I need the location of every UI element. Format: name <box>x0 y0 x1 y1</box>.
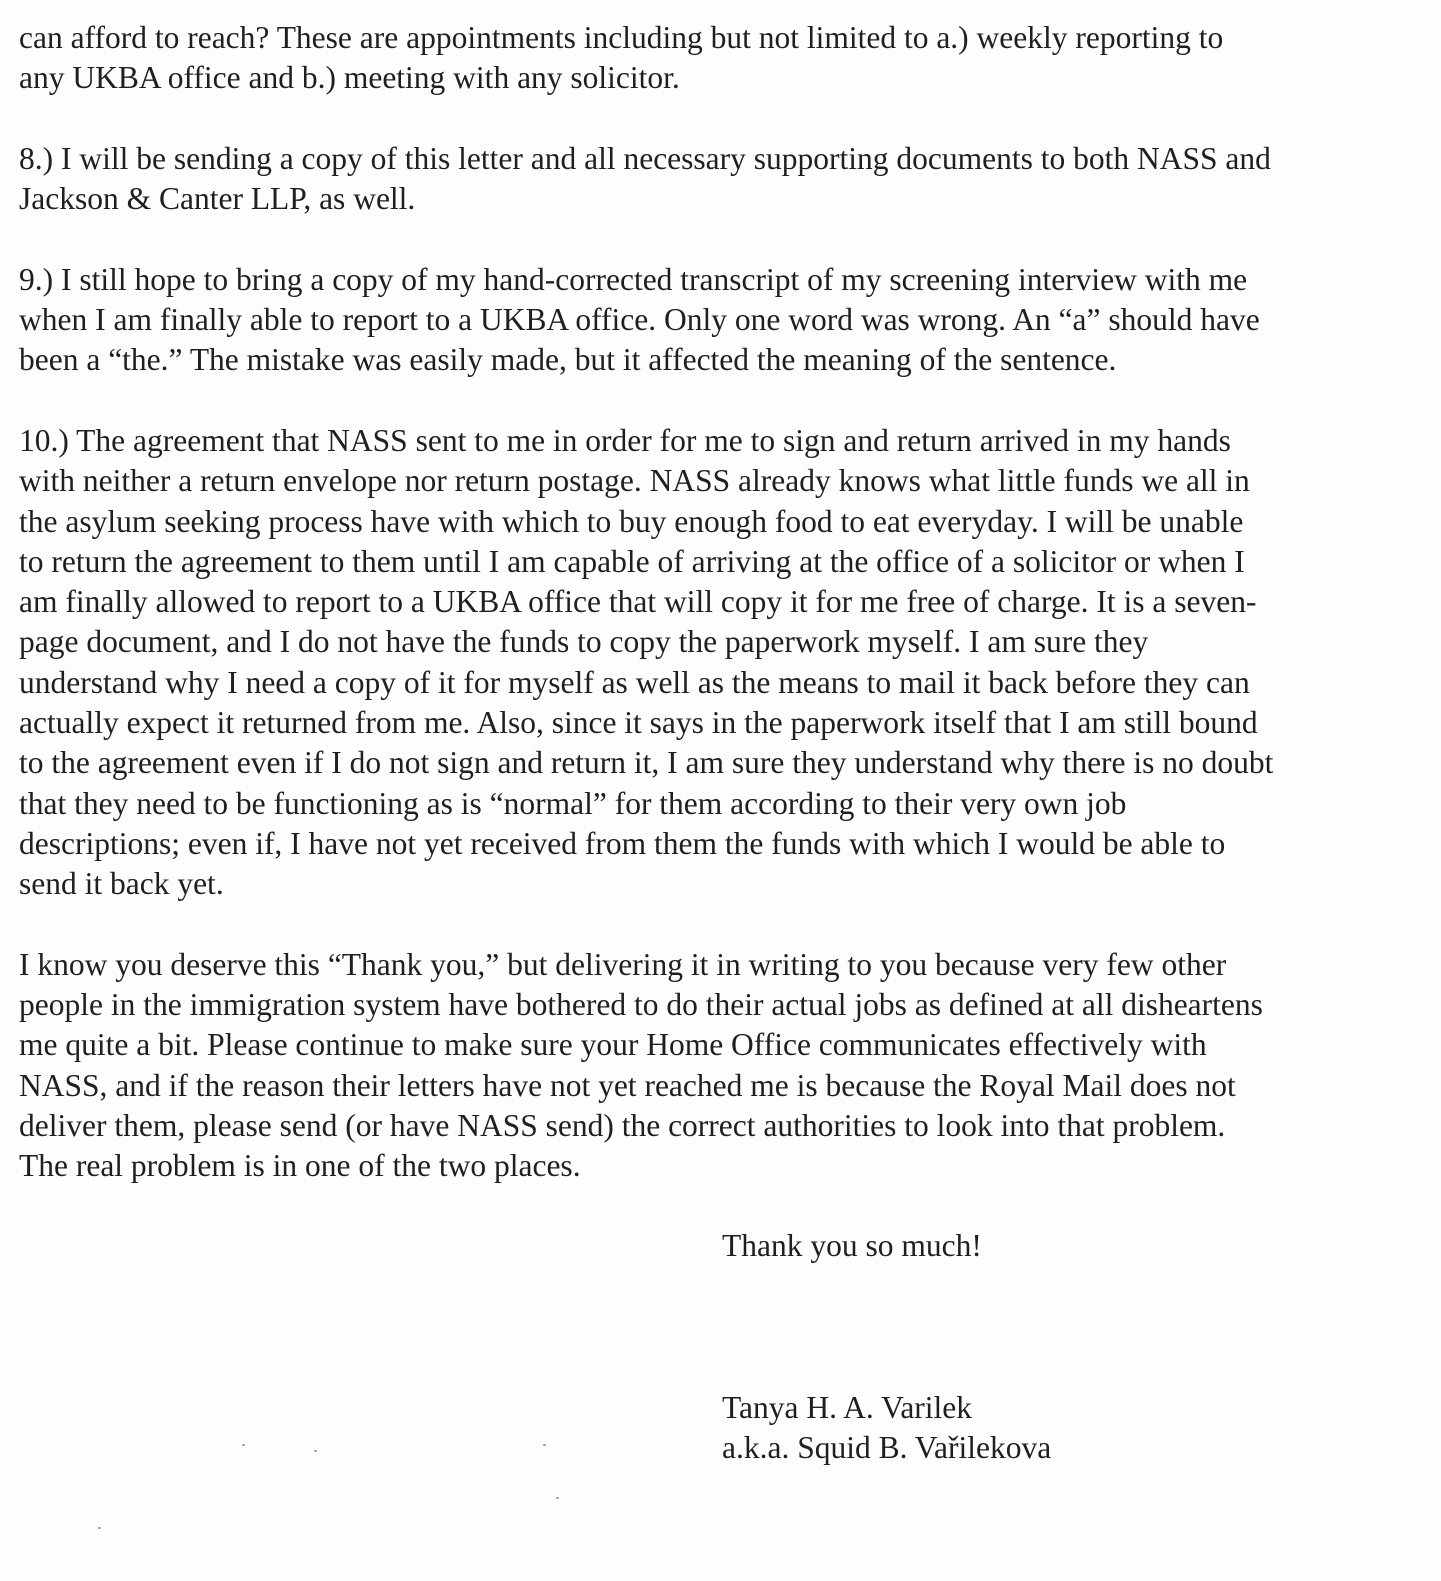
signature-block <box>722 1388 1051 1468</box>
letter-line: page document, and I do not have the funds to copy the paperwork myself. I am sure they <box>19 624 1149 660</box>
letter-line: The real problem is in one of the two places. <box>19 1148 581 1184</box>
signature-alias: a.k.a. Squid B. Vařilekova <box>722 1430 1052 1465</box>
letter-line: deliver them, please send (or have NASS send) the correct authorities to look into that problem. <box>19 1108 1226 1144</box>
letter-line: Jackson & Canter LLP, as well. <box>19 181 416 217</box>
letter-line: 10.) The agreement that NASS sent to me in order for me to sign and return arrived in my hands <box>19 422 1231 458</box>
letter-line: descriptions; even if, I have not yet received from them the funds with which I would be able to <box>19 825 1226 861</box>
scan-speck <box>242 1444 245 1446</box>
letter-line: understand why I need a copy of it for myself as well as the means to mail it back before they can <box>19 664 1250 700</box>
letter-line: that they need to be functioning as is “normal” for them according to their very own job <box>19 785 1127 821</box>
letter-line: NASS, and if the reason their letters have not yet reached me is because the Royal Mail does not <box>19 1067 1236 1103</box>
letter-line: with neither a return envelope nor return postage. NASS already knows what little funds we all in <box>19 463 1250 499</box>
letter-line: 8.) I will be sending a copy of this letter and all necessary supporting documents to both NASS and <box>19 140 1271 176</box>
closing-line: Thank you so much! <box>722 1228 982 1263</box>
letter-body <box>19 18 1401 1187</box>
scan-speck <box>543 1444 546 1446</box>
letter-line: people in the immigration system have bothered to do their actual jobs as defined at all disheartens <box>19 987 1263 1023</box>
letter-line: me quite a bit. Please continue to make sure your Home Office communicates effectively with <box>19 1027 1207 1063</box>
scan-speck <box>556 1497 559 1499</box>
letter-paragraph <box>19 945 1401 1187</box>
letter-paragraph <box>19 18 1401 99</box>
letter-line: send it back yet. <box>19 866 224 902</box>
scan-speck <box>314 1450 317 1452</box>
letter-line: can afford to reach? These are appointments including but not limited to a.) weekly reporting to <box>19 20 1224 55</box>
letter-line: to return the agreement to them until I am capable of arriving at the office of a solicitor or when I <box>19 543 1245 579</box>
letter-line: to the agreement even if I do not sign and return it, I am sure they understand why there is no doubt <box>19 745 1274 781</box>
letter-line: am finally allowed to report to a UKBA office that will copy it for me free of charge. It is a seven- <box>19 584 1257 620</box>
letter-paragraph <box>19 260 1401 381</box>
letter-line: I know you deserve this “Thank you,” but delivering it in writing to you because very few other <box>19 946 1227 982</box>
letter-line: actually expect it returned from me. Also, since it says in the paperwork itself that I am still bound <box>19 705 1258 741</box>
letter-paragraph <box>19 421 1401 905</box>
letter-paragraph <box>19 139 1401 220</box>
signature-name: Tanya H. A. Varilek <box>722 1390 973 1425</box>
letter-line: the asylum seeking process have with which to buy enough food to eat everyday. I will be unable <box>19 503 1244 539</box>
scan-speck <box>98 1527 101 1529</box>
letter-line: been a “the.” The mistake was easily made, but it affected the meaning of the sentence. <box>19 342 1117 378</box>
letter-line: any UKBA office and b.) meeting with any solicitor. <box>19 60 680 96</box>
letter-line: when I am finally able to report to a UKBA office. Only one word was wrong. An “a” should have <box>19 302 1260 338</box>
letter-line: 9.) I still hope to bring a copy of my hand-corrected transcript of my screening interview with me <box>19 261 1248 297</box>
